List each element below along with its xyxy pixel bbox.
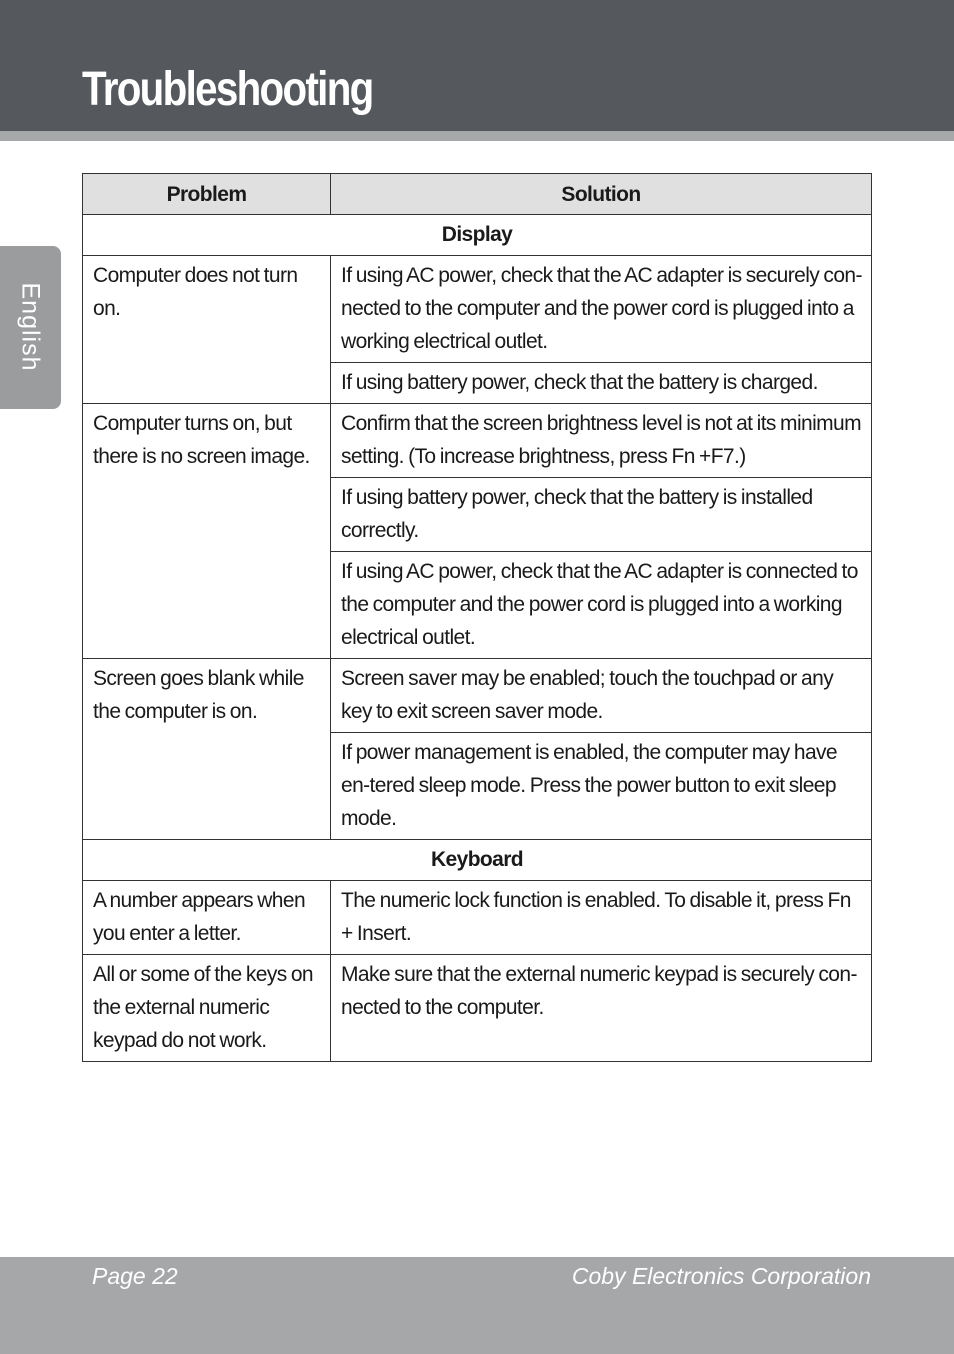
- solution-cell: Confirm that the screen brightness level is not at its minimum setting. (To increase brightness, press Fn +F7.): [331, 404, 872, 478]
- section-title: Keyboard: [83, 840, 872, 881]
- header-solution: Solution: [331, 174, 872, 215]
- table-row: [83, 404, 872, 478]
- header-stripe: [0, 131, 954, 141]
- section-row-keyboard: [83, 840, 872, 881]
- solution-cell: If using AC power, check that the AC adapter is connected to the computer and the power cord is plugged into a working electrical outlet.: [331, 552, 872, 659]
- solution-cell: The numeric lock function is enabled. To disable it, press Fn + Insert.: [331, 881, 872, 955]
- problem-cell: Screen goes blank while the computer is on.: [83, 659, 331, 840]
- table-row: [83, 955, 872, 1062]
- solution-cell: If using AC power, check that the AC adapter is securely con-nected to the computer and the power cord is plugged into a working electrical outlet.: [331, 256, 872, 363]
- table-row: [83, 256, 872, 363]
- table-header-row: [83, 174, 872, 215]
- table-row: [83, 659, 872, 733]
- solution-cell: If using battery power, check that the battery is charged.: [331, 363, 872, 404]
- problem-cell: All or some of the keys on the external numeric keypad do not work.: [83, 955, 331, 1062]
- problem-cell: Computer does not turn on.: [83, 256, 331, 404]
- problem-cell: A number appears when you enter a letter.: [83, 881, 331, 955]
- solution-cell: If power management is enabled, the computer may have en-tered sleep mode. Press the power button to exit sleep mode.: [331, 733, 872, 840]
- page-number: Page 22: [92, 1263, 178, 1289]
- company-name: Coby Electronics Corporation: [571, 1263, 871, 1289]
- solution-cell: Screen saver may be enabled; touch the touchpad or any key to exit screen saver mode.: [331, 659, 872, 733]
- problem-cell: Computer turns on, but there is no screen image.: [83, 404, 331, 659]
- header-problem: Problem: [83, 174, 331, 215]
- section-title: Display: [83, 215, 872, 256]
- troubleshooting-table: [82, 173, 872, 1062]
- table-row: [83, 881, 872, 955]
- section-row-display: [83, 215, 872, 256]
- language-tab-label: English: [16, 282, 45, 372]
- solution-cell: If using battery power, check that the battery is installed correctly.: [331, 478, 872, 552]
- solution-cell: Make sure that the external numeric keypad is securely con-nected to the computer.: [331, 955, 872, 1062]
- page-title: Troubleshooting: [82, 63, 373, 116]
